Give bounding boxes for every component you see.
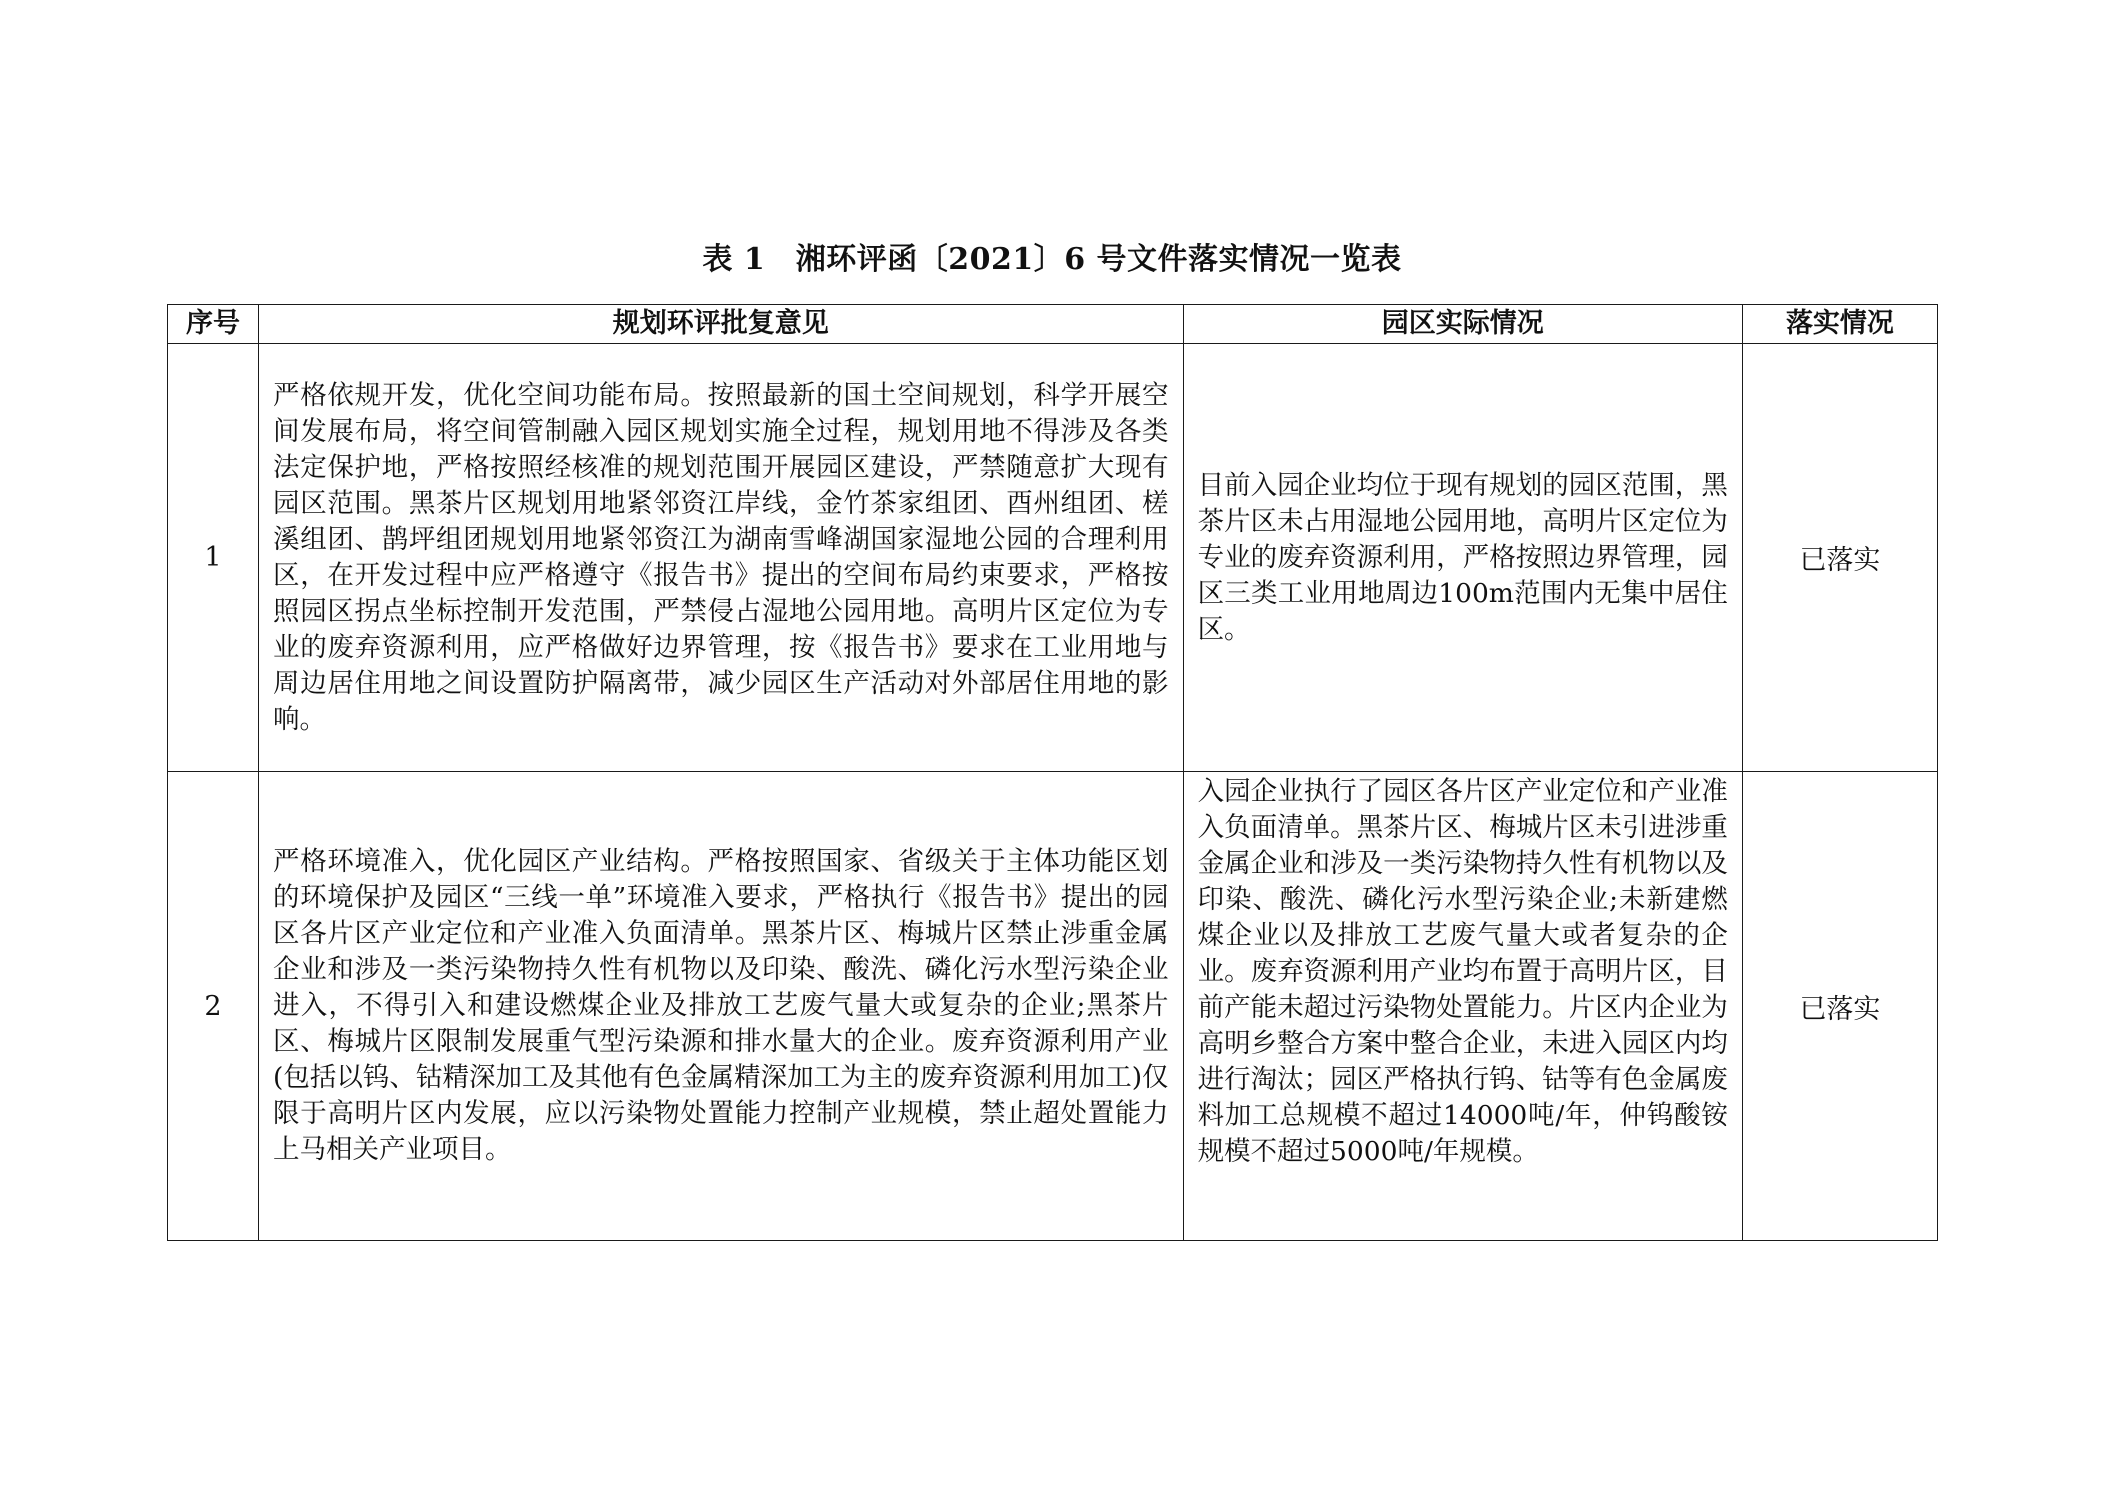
row-number: 2: [168, 772, 259, 1241]
status-cell: 已落实: [1742, 344, 1937, 772]
table-title: 表 1 湘环评函〔2021〕6 号文件落实情况一览表: [702, 242, 1402, 277]
header-actual: 园区实际情况: [1183, 305, 1742, 344]
table-row: [168, 344, 1938, 772]
approval-opinion-cell: 严格环境准入，优化园区产业结构。严格按照国家、省级关于主体功能区划的环境保护及园区“三线一单”环境准入要求，严格执行《报告书》提出的园区各片区产业定位和产业准入负面清单。黑茶片区、梅城片区禁止涉重金属企业和涉及一类污染物持久性有机物以及印染、酸洗、磷化污水型污染企业进入，不得引入和建设燃煤企业及排放工艺废气量大或复杂的企业;黑茶片区、梅城片区限制发展重气型污染源和排水量大的企业。废弃资源利用产业(包括以钨、钴精深加工及其他有色金属精深加工为主的废弃资源利用加工)仅限于高明片区内发展，应以污染物处置能力控制产业规模，禁止超处置能力上马相关产业项目。: [259, 772, 1184, 1241]
actual-situation-cell: 目前入园企业均位于现有规划的园区范围，黑茶片区未占用湿地公园用地，高明片区定位为专业的废弃资源利用，严格按照边界管理，园区三类工业用地周边100m范围内无集中居住区。: [1183, 344, 1742, 772]
header-no: 序号: [168, 305, 259, 344]
header-opinion: 规划环评批复意见: [259, 305, 1184, 344]
table-row: [168, 772, 1938, 1241]
header-status: 落实情况: [1742, 305, 1937, 344]
implementation-table: [167, 304, 1938, 1241]
status-cell: 已落实: [1742, 772, 1937, 1241]
table-header-row: [168, 305, 1938, 344]
actual-situation-cell: 入园企业执行了园区各片区产业定位和产业准入负面清单。黑茶片区、梅城片区未引进涉重金属企业和涉及一类污染物持久性有机物以及印染、酸洗、磷化污水型污染企业;未新建燃煤企业以及排放工艺废气量大或者复杂的企业。废弃资源利用产业均布置于高明片区，目前产能未超过污染物处置能力。片区内企业为高明乡整合方案中整合企业，未进入园区内均进行淘汰；园区严格执行钨、钴等有色金属废料加工总规模不超过14000吨/年，仲钨酸铵规模不超过5000吨/年规模。: [1183, 772, 1742, 1241]
approval-opinion-cell: 严格依规开发，优化空间功能布局。按照最新的国土空间规划，科学开展空间发展布局，将空间管制融入园区规划实施全过程，规划用地不得涉及各类法定保护地，严格按照经核准的规划范围开展园区建设，严禁随意扩大现有园区范围。黑茶片区规划用地紧邻资江岸线，金竹茶家组团、酉州组团、槎溪组团、鹊坪组团规划用地紧邻资江为湖南雪峰湖国家湿地公园的合理利用区，在开发过程中应严格遵守《报告书》提出的空间布局约束要求，严格按照园区拐点坐标控制开发范围，严禁侵占湿地公园用地。高明片区定位为专业的废弃资源利用，应严格做好边界管理，按《报告书》要求在工业用地与周边居住用地之间设置防护隔离带，减少园区生产活动对外部居住用地的影响。: [259, 344, 1184, 772]
row-number: 1: [168, 344, 259, 772]
